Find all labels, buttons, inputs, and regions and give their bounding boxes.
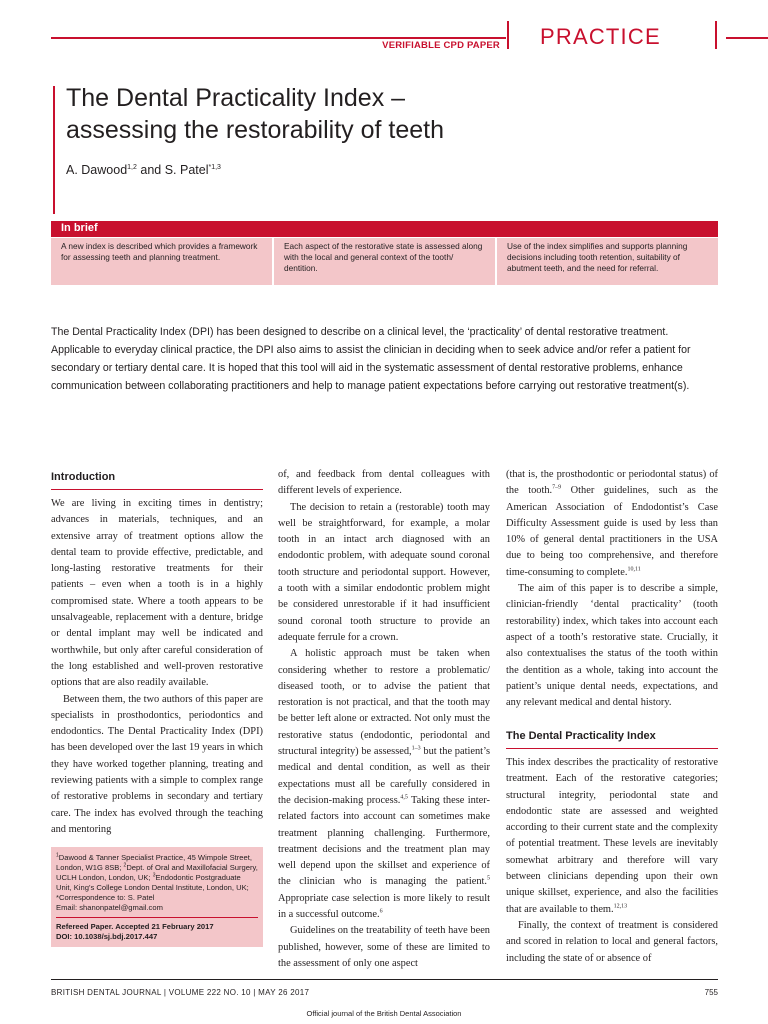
section-label: PRACTICE	[540, 24, 661, 49]
header-rule-right	[726, 37, 768, 39]
journal-footer: BRITISH DENTAL JOURNAL | VOLUME 222 NO. 10 | MAY 26 2017	[51, 988, 310, 997]
heading-rule	[506, 748, 718, 749]
header-divider-right	[715, 21, 717, 49]
in-brief-item: Each aspect of the restorative state is assessed along with the local and general context of the tooth/ dentition.	[274, 238, 495, 285]
affiliations-divider	[56, 917, 258, 918]
paragraph: Guidelines on the treatability of teeth have been published, however, some of these are limited to the assessment of only one aspect	[278, 925, 490, 969]
abstract: The Dental Practicality Index (DPI) has been designed to describe on a clinical level, the ‘practicality’ of dental restorative treatment. Applicable to everyday clinical practice, the DPI also aims to assist the clinician in deciding when to seek advice and/or refer a patient for secondary or tertiary dental care. It is hoped that this tool will aid in the systematic assessment of dental restorative problems, enhance communication between collaborating practitioners and help to manage patient expectations before carrying out restorative treatment(s).	[51, 326, 691, 392]
cpd-label: VERIFIABLE CPD PAPER	[382, 40, 500, 51]
paragraph: of, and feedback from dental colleagues with different levels of experience.	[278, 469, 490, 497]
text-run: (that is, the prosthodontic or periodontal status) of the tooth.	[506, 469, 718, 497]
author-1-affil: 1,2	[127, 163, 137, 171]
header-divider-left	[507, 21, 509, 49]
paragraph	[506, 467, 718, 581]
affiliation-2: Dept. of Oral and Maxillofacial Surgery, UCLH London, London, UK;	[56, 863, 258, 882]
paragraph	[278, 646, 490, 923]
title-line-1: The Dental Practicality Index –	[66, 84, 406, 112]
text-run: This index describes the practicality of restorative treatment. Each of the restorative categories; structural integrity, periodontal state and endodontic state are assessed and weighted according to their current state and the complexity of potential treatment. These levels are inevitably somewhat arbitrary and therefore will vary between clinicians depending upon their own unique skillset, experience, and also the facilities that are available to them.	[506, 757, 718, 915]
footer-rule	[51, 979, 718, 980]
affiliation-3: Endodontic Postgraduate Unit, King’s College London Dental Institute, London, UK;	[56, 873, 249, 892]
citation: 6	[379, 908, 383, 915]
affil-marker: 1	[56, 852, 59, 859]
citation: 1–3	[411, 745, 421, 752]
paragraph: The decision to retain a (restorable) tooth may well be straightforward, for example, a molar tooth in an intact arch diagnosed with an endodontic problem, with adequate sound coronal tooth structure and periodontal support. However, a tooth with a similar endodontic problem might be considered unrestorable if it had insufficient sound coronal tooth structure to provide an adequate ferrule for a crown.	[278, 501, 490, 643]
paragraph: The aim of this paper is to describe a simple, clinician-friendly ‘dental practicality’ (tooth restorability) index, which takes into account each aspect of a tooth’s restorative state. Crucially, it also contextualises the status of the tooth within the dentition as a whole, taking into account the patient’s unique dental needs, expectations, and any relevant medical and dental history.	[506, 583, 718, 709]
citation: 10,11	[627, 566, 641, 573]
author-1: A. Dawood	[66, 163, 128, 177]
title-line-2: assessing the restorability of teeth	[66, 116, 444, 144]
heading-rule	[51, 489, 263, 490]
paragraph	[506, 755, 718, 918]
refereed-note: Refereed Paper. Accepted 21 February 2017	[56, 922, 214, 931]
text-run: but the patient’s medical and dental condition, as well as their expectations must all be carefully considered in the decision-making process.	[278, 746, 490, 806]
citation: 5	[487, 875, 490, 882]
authors	[66, 163, 466, 177]
affiliation-1: Dawood & Tanner Specialist Practice, 45 Wimpole Street, London, W1G 8SB;	[56, 853, 252, 872]
affil-marker: 3	[152, 872, 156, 879]
title-accent-bar	[53, 86, 55, 214]
header-rule-left	[51, 37, 506, 39]
citation: 7–9	[552, 484, 562, 491]
text-run: A holistic approach must be taken when considering whether to restore a problematic/ diseased tooth, or to advise the patient that restoration is not practical, and that the tooth may be better left alone or extracted. Not only must the restorative status (endodontic, periodontal and structural integrity) be assessed,	[278, 648, 490, 758]
column-1	[51, 496, 263, 838]
article-title	[66, 82, 526, 146]
paragraph: We are living in exciting times in dentistry; advances in materials, techniques, and an extensive array of treatment options allow the dental team to provide effective, predictable, and long-lasting restorative treatments for their patients – even when a tooth is in a highly compromised state. Where a tooth appears to be unsalvageable, replacement with a denture, bridge or dental implant may well be indicated and worthwhile, but only after careful consideration of the long established and well-proven restorative options that are also readily available.	[51, 498, 263, 689]
correspondence: *Correspondence to: S. Patel	[56, 893, 155, 902]
author-2-affil: *1,3	[208, 163, 221, 171]
in-brief-heading: In brief	[61, 222, 98, 234]
text-run: Other guidelines, such as the American Association of Endodontist’s Case Difficulty Assessment guide is used by less than 10% of general dental practitioners in the USA due to being too comprehensive, and therefore time-consuming to complete.	[506, 485, 718, 578]
citation: 4,5	[400, 794, 408, 801]
dpi-heading: The Dental Practicality Index	[506, 730, 656, 742]
column-2	[278, 467, 490, 972]
introduction-heading: Introduction	[51, 471, 116, 483]
text-run: Taking these inter-related factors into account can sometimes make treatment planning challenging. Furthermore, treatment decisions and the treatment plan may well depend upon the skillset and experience of the clinician who is managing the patient.	[278, 794, 490, 888]
in-brief-header	[51, 221, 718, 237]
email: Email: shanonpatel@gmail.com	[56, 903, 163, 912]
official-journal-note: Official journal of the British Dental Association	[306, 1009, 462, 1018]
doi: DOI: 10.1038/sj.bdj.2017.447	[56, 932, 158, 941]
column-3-bottom	[506, 755, 718, 967]
paragraph: Finally, the context of treatment is considered and scored in relation to local and general factors, including the state of or absence of	[506, 919, 718, 964]
page-number: 755	[704, 988, 718, 997]
affiliations-box	[51, 847, 263, 947]
column-3-top	[506, 467, 718, 711]
in-brief-item: Use of the index simplifies and supports planning decisions including tooth retention, suitability of abutment teeth, and the need for referral.	[497, 238, 718, 285]
in-brief-item: A new index is described which provides a framework for assessing teeth and planning treatment.	[51, 238, 272, 285]
text-run: Appropriate case selection is more likely to result in a successful outcome.	[278, 892, 490, 921]
affiliations	[56, 853, 258, 893]
affil-marker: 2	[123, 862, 127, 869]
citation: 12,13	[613, 903, 628, 910]
author-2: and S. Patel	[136, 163, 209, 177]
paragraph: Between them, the two authors of this paper are specialists in prosthodontics, periodontics and endodontics. The Dental Practicality Index (DPI) has been developed over the last 19 years in which they have worked together planning, treating and reviewing patients with a simple to complex range of restorative problems in secondary and tertiary care. The index has evolved through the teaching and mentoring	[51, 693, 263, 835]
